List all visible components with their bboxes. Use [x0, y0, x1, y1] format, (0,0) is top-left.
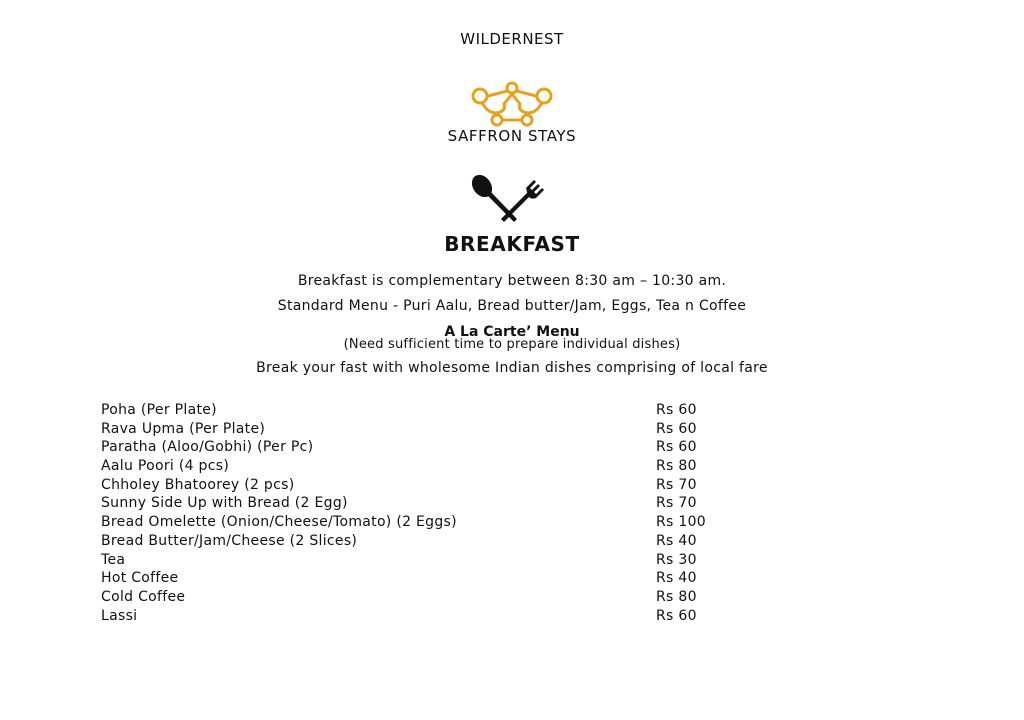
- item-name: Bread Butter/Jam/Cheese (2 Slices): [101, 532, 358, 549]
- menu-list: [101, 401, 761, 625]
- alacarte-heading: A La Carte’ Menu: [444, 324, 580, 340]
- item-price: Rs 30: [656, 551, 697, 568]
- item-name: Cold Coffee: [101, 588, 186, 605]
- item-price: Rs 40: [656, 570, 697, 587]
- list-item: [101, 588, 761, 607]
- item-name: Lassi: [101, 607, 138, 624]
- section-title: BREAKFAST: [444, 232, 580, 256]
- item-name: Sunny Side Up with Bread (2 Egg): [101, 495, 348, 512]
- item-price: Rs 60: [656, 607, 697, 624]
- list-item: [101, 607, 761, 626]
- list-item: [101, 476, 761, 495]
- item-price: Rs 60: [656, 402, 697, 418]
- item-price: Rs 70: [656, 476, 697, 493]
- item-name: Rava Upma (Per Plate): [101, 420, 266, 437]
- list-item: [101, 457, 761, 476]
- item-price: Rs 70: [656, 495, 697, 512]
- spoon-fork-icon: [468, 174, 554, 224]
- item-name: Chholey Bhatoorey (2 pcs): [101, 476, 295, 493]
- item-name: Aalu Poori (4 pcs): [101, 458, 230, 475]
- item-name: Hot Coffee: [101, 570, 179, 587]
- item-name: Bread Omelette (Onion/Cheese/Tomato) (2 Eggs): [101, 514, 457, 531]
- item-price: Rs 60: [656, 420, 697, 437]
- item-name: Tea: [101, 551, 126, 568]
- item-price: Rs 100: [656, 514, 706, 531]
- list-item: [101, 401, 761, 420]
- item-price: Rs 60: [656, 439, 697, 456]
- item-name: Paratha (Aloo/Gobhi) (Per Pc): [101, 439, 314, 456]
- alacarte-note: (Need sufficient time to prepare individual dishes): [343, 337, 681, 352]
- list-item: [101, 513, 761, 532]
- item-price: Rs 80: [656, 588, 697, 605]
- tagline: Break your fast with wholesome Indian dishes comprising of local fare: [256, 360, 768, 376]
- list-item: [101, 569, 761, 588]
- list-item: [101, 551, 761, 570]
- breakfast-timing: Breakfast is complementary between 8:30 am – 10:30 am.: [297, 273, 727, 289]
- list-item: [101, 532, 761, 551]
- brand-name: SAFFRON STAYS: [447, 127, 577, 145]
- item-price: Rs 80: [656, 458, 697, 475]
- item-name: Poha (Per Plate): [101, 402, 217, 418]
- property-name: WILDERNEST: [460, 30, 564, 48]
- list-item: [101, 438, 761, 457]
- list-item: [101, 494, 761, 513]
- saffron-stays-logo-icon: [466, 80, 558, 128]
- standard-menu: Standard Menu - Puri Aalu, Bread butter/Jam, Eggs, Tea n Coffee: [277, 298, 747, 314]
- list-item: [101, 420, 761, 439]
- item-price: Rs 40: [656, 532, 697, 549]
